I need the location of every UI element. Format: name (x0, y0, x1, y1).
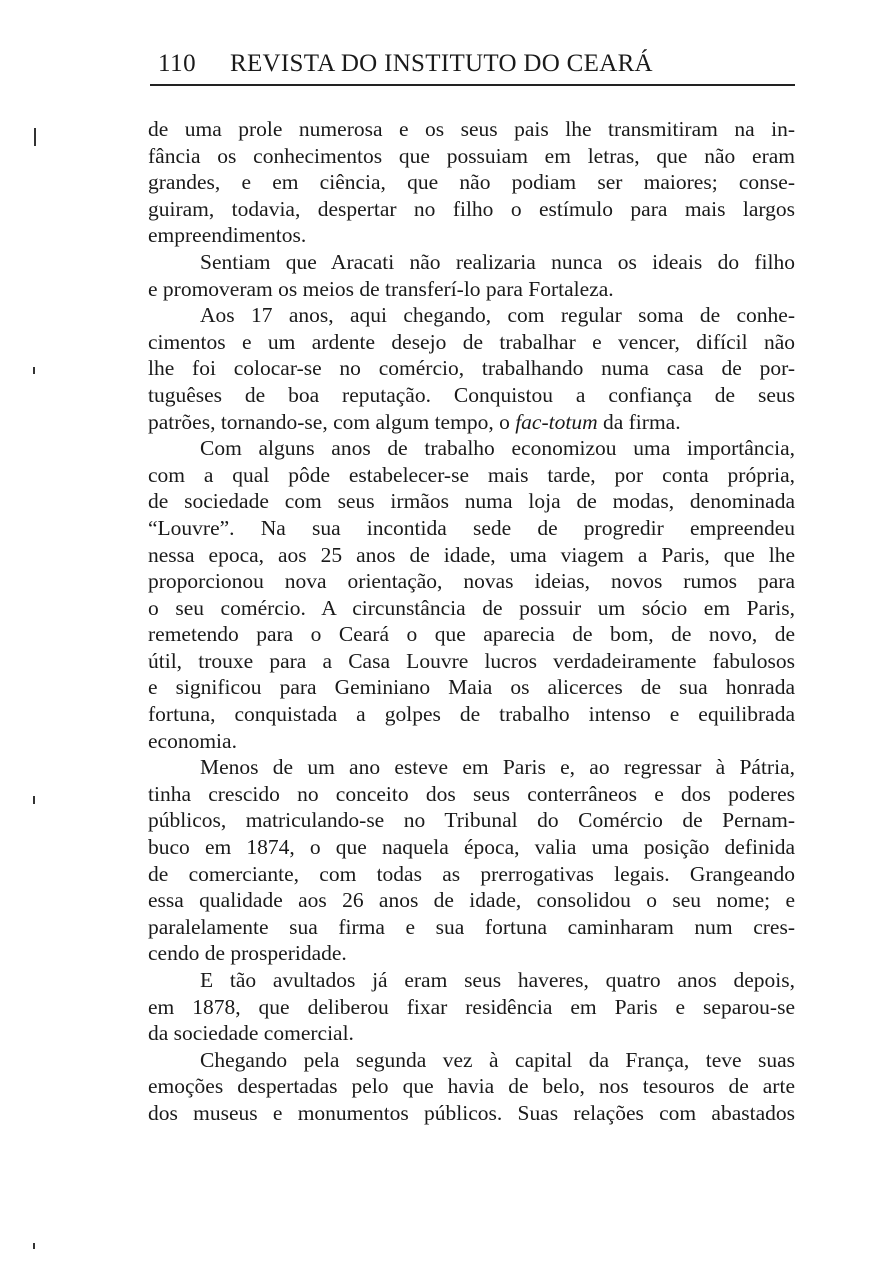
line-text: grandes, e em ciência, que não podiam ser maiores; conse- (148, 170, 795, 195)
text-line (148, 807, 795, 834)
italic-term: fac-totum (515, 409, 598, 434)
line-text: Com alguns anos de trabalho economizou uma importância, (200, 436, 795, 461)
text-line (148, 648, 795, 675)
scan-mark (33, 367, 35, 374)
line-text: emoções despertadas pelo que havia de belo, nos tesouros de arte (148, 1074, 795, 1099)
text-line (148, 701, 795, 728)
text-line (148, 302, 795, 329)
page-header (150, 50, 795, 86)
line-text: dos museus e monumentos públicos. Suas relações com abastados (148, 1100, 795, 1125)
text-line (148, 914, 795, 941)
text-line (148, 674, 795, 701)
text-line (148, 994, 795, 1021)
text-line (148, 887, 795, 914)
text-line (148, 834, 795, 861)
text-line (148, 462, 795, 489)
text-line (148, 621, 795, 648)
text-line (148, 595, 795, 622)
text-line (148, 169, 795, 196)
line-text: guiram, todavia, despertar no filho o estímulo para mais largos (148, 196, 795, 221)
line-text: cendo de prosperidade. (148, 941, 347, 966)
line-text: essa qualidade aos 26 anos de idade, consolidou o seu nome; e (148, 888, 795, 913)
line-text: tinha crescido no conceito dos seus conterrâneos e dos poderes (148, 781, 795, 806)
line-text: cimentos e um ardente desejo de trabalhar e vencer, difícil não (148, 329, 795, 354)
page-number: 110 (158, 50, 197, 77)
line-text: buco em 1874, o que naquela época, valia uma posição definida (148, 835, 795, 860)
scan-mark (33, 1243, 35, 1249)
text-line (148, 940, 795, 967)
line-text: Menos de um ano esteve em Paris e, ao regressar à Pátria, (200, 755, 795, 780)
line-text: Aos 17 anos, aqui chegando, com regular soma de conhe- (200, 303, 795, 328)
text-line (148, 382, 795, 409)
line-text: com a qual pôde estabelecer-se mais tarde, por conta própria, (148, 462, 795, 487)
text-line (148, 143, 795, 170)
line-text: E tão avultados já eram seus haveres, quatro anos depois, (200, 968, 795, 992)
line-text: Sentiam que Aracati não realizaria nunca os ideais do filho (200, 249, 795, 274)
line-text: útil, trouxe para a Casa Louvre lucros verdadeiramente fabulosos (148, 648, 795, 673)
text-line (148, 329, 795, 356)
line-text: fância os conhecimentos que possuiam em letras, que não eram (148, 143, 795, 168)
line-text: patrões, tornando-se, com algum tempo, o (148, 409, 516, 434)
line-text: da sociedade comercial. (148, 1021, 354, 1046)
line-text: e significou para Geminiano Maia os alicerces de sua honrada (148, 675, 795, 700)
line-text: de uma prole numerosa e os seus pais lhe transmitiram na in- (148, 117, 795, 141)
line-text-tail: da firma. (597, 409, 681, 434)
text-line (148, 781, 795, 808)
text-line (148, 488, 795, 515)
text-line (148, 542, 795, 569)
scan-mark (33, 796, 35, 804)
text-line (148, 1020, 795, 1047)
line-text: empreendimentos. (148, 223, 307, 248)
text-line (148, 728, 795, 755)
scan-mark (34, 128, 36, 146)
text-line (148, 196, 795, 223)
line-text: remetendo para o Ceará o que aparecia de bom, de novo, de (148, 622, 795, 647)
text-line (148, 967, 795, 994)
line-text: proporcionou nova orientação, novas ideias, novos rumos para (148, 569, 795, 594)
text-line (148, 222, 795, 249)
text-line (148, 754, 795, 781)
text-line (148, 568, 795, 595)
line-text: o seu comércio. A circunstância de possuir um sócio em Paris, (148, 595, 795, 620)
body-text (148, 116, 795, 1127)
line-text: economia. (148, 728, 237, 753)
text-line (148, 276, 795, 303)
line-text: e promoveram os meios de transferí-lo para Fortaleza. (148, 276, 614, 301)
text-line (148, 435, 795, 462)
text-line (148, 861, 795, 888)
running-title: REVISTA DO INSTITUTO DO CEARÁ (230, 50, 653, 77)
line-text: Chegando pela segunda vez à capital da França, teve suas (200, 1047, 795, 1072)
line-text: fortuna, conquistada a golpes de trabalho intenso e equilibrada (148, 702, 795, 727)
text-line (148, 409, 795, 436)
line-text: nessa epoca, aos 25 anos de idade, uma viagem a Paris, que lhe (148, 542, 795, 567)
line-text: paralelamente sua firma e sua fortuna caminharam num cres- (148, 914, 795, 939)
text-line (148, 1047, 795, 1074)
text-line (148, 355, 795, 382)
line-text: de sociedade com seus irmãos numa loja de modas, denominada (148, 489, 795, 514)
text-line (148, 1100, 795, 1127)
text-line (148, 249, 795, 276)
text-line (148, 515, 795, 542)
line-text: públicos, matriculando-se no Tribunal do Comércio de Pernam- (148, 808, 795, 833)
line-text: lhe foi colocar-se no comércio, trabalhando numa casa de por- (148, 356, 795, 381)
text-line (148, 1073, 795, 1100)
line-text: em 1878, que deliberou fixar residência em Paris e separou-se (148, 994, 795, 1019)
line-text: “Louvre”. Na sua incontida sede de progredir empreendeu (148, 515, 795, 540)
text-line (148, 116, 795, 143)
line-text: tuguêses de boa reputação. Conquistou a confiança de seus (148, 382, 795, 407)
line-text: de comerciante, com todas as prerrogativas legais. Grangeando (148, 861, 795, 886)
